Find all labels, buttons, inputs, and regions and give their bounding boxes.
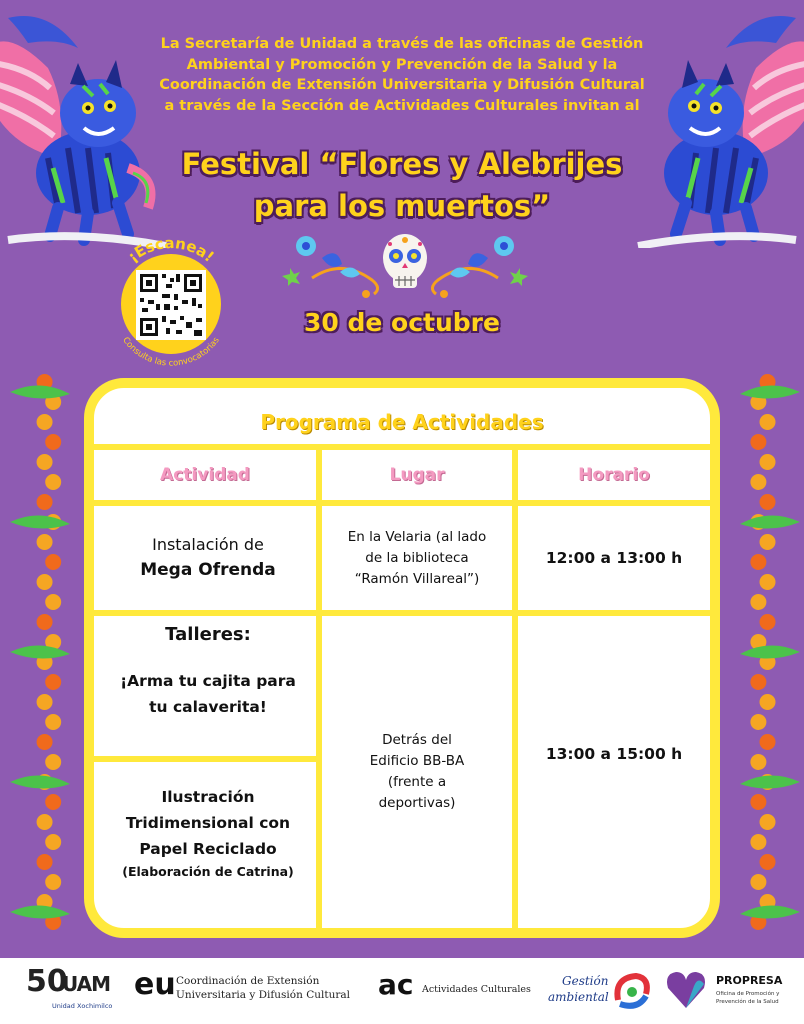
marigold-flower — [760, 534, 776, 550]
row1-place — [322, 506, 512, 610]
festival-title — [100, 143, 704, 227]
place-line: “Ramón Villareal”) — [354, 570, 480, 587]
marigold-flower — [750, 834, 766, 850]
uam-letters: UAM — [62, 972, 111, 996]
coord-line: Coordinación de Extensión — [176, 975, 320, 987]
garland-leaf — [10, 775, 70, 788]
marigold-flower — [37, 694, 53, 710]
marigold-garland-left-icon — [10, 372, 82, 942]
activity-line: Instalación de — [152, 535, 264, 554]
intro-line: Ambiental y Promoción y Prevención de la Salud y la — [186, 56, 618, 73]
propresa-logo — [664, 966, 804, 1016]
marigold-flower — [760, 454, 776, 470]
marigold-flower — [45, 474, 61, 490]
workshop-line: Ilustración — [161, 788, 255, 806]
row1-activity — [100, 506, 316, 610]
marigold-flower — [45, 674, 61, 690]
workshop-cell-1 — [100, 616, 316, 756]
gestion-line: ambiental — [548, 990, 609, 1004]
marigold-flower — [45, 714, 61, 730]
marigold-flower — [37, 614, 53, 630]
workshop-note: (Elaboración de Catrina) — [122, 864, 294, 879]
marigold-flower — [37, 494, 53, 510]
marigold-flower — [750, 674, 766, 690]
place-line: (frente a — [387, 774, 447, 790]
workshop-line: ¡Arma tu cajita para — [120, 672, 296, 690]
qr-bottom-text: Consulta las convocatorias — [120, 335, 222, 368]
intro-line: a través de la Sección de Actividades Culturales invitan al — [164, 97, 640, 114]
ac-logo — [378, 970, 538, 1010]
eu-mark: eu — [134, 967, 176, 1002]
column-header-place: Lugar — [389, 465, 445, 485]
eu-logo — [134, 968, 364, 1012]
marigold-flower — [37, 534, 53, 550]
marigold-flower — [37, 414, 53, 430]
garland-leaf — [740, 645, 800, 658]
place-line: deportivas) — [378, 795, 456, 811]
footer-logos — [0, 958, 804, 1024]
marigold-flower — [760, 734, 776, 750]
ac-mark: ac — [378, 968, 414, 1001]
marigold-flower — [45, 794, 61, 810]
marigold-flower — [750, 474, 766, 490]
propresa-line: Oficina de Promoción y — [716, 991, 780, 997]
uam-caption: Unidad Xochimilco — [52, 1002, 113, 1010]
row1-time: 12:00 a 13:00 h — [545, 549, 683, 567]
place-line: Detrás del — [382, 732, 452, 748]
marigold-garland-right-icon — [724, 372, 800, 942]
marigold-flower — [760, 494, 776, 510]
place-line: Edificio BB-BA — [369, 753, 465, 769]
marigold-flower — [750, 754, 766, 770]
marigold-flower — [750, 714, 766, 730]
qr-badge[interactable] — [96, 238, 246, 368]
activity-line: Mega Ofrenda — [140, 560, 276, 580]
marigold-flower — [45, 834, 61, 850]
program-title: Programa de Actividades — [260, 410, 544, 434]
marigold-flower — [45, 554, 61, 570]
workshop-line: tu calaverita! — [149, 698, 267, 716]
workshop-line: Papel Reciclado — [139, 840, 277, 858]
marigold-flower — [760, 814, 776, 830]
gestion-ambiental-logo — [548, 968, 652, 1016]
heart-icon — [664, 968, 708, 1012]
coord-line: Universitaria y Difusión Cultural — [176, 989, 350, 1001]
marigold-flower — [45, 594, 61, 610]
place-line: de la biblioteca — [365, 549, 469, 566]
marigold-flower — [45, 874, 61, 890]
garland-leaf — [10, 905, 70, 918]
marigold-flower — [45, 754, 61, 770]
marigold-flower — [750, 434, 766, 450]
garland-leaf — [740, 905, 800, 918]
marigold-flower — [750, 594, 766, 610]
intro-line: Coordinación de Extensión Universitaria y Difusión Cultural — [159, 77, 645, 93]
gestion-line: Gestión — [562, 974, 609, 988]
column-header-activity: Actividad — [160, 465, 250, 485]
qr-top-text: ¡Escanea! — [124, 238, 218, 266]
marigold-flower — [37, 734, 53, 750]
marigold-flower — [37, 574, 53, 590]
talleres-heading: Talleres: — [165, 624, 251, 645]
title-line: Festival “Flores y Alebrijes — [181, 147, 623, 181]
marigold-flower — [760, 854, 776, 870]
marigold-flower — [760, 574, 776, 590]
marigold-flower — [45, 434, 61, 450]
workshop-cell-2 — [100, 762, 316, 928]
marigold-flower — [750, 874, 766, 890]
marigold-flower — [760, 414, 776, 430]
marigold-flower — [37, 454, 53, 470]
workshop-line: Tridimensional con — [125, 814, 291, 832]
garland-leaf — [10, 645, 70, 658]
ac-text: Actividades Culturales — [422, 984, 531, 995]
table-divider — [94, 444, 710, 450]
qr-code-icon[interactable] — [96, 238, 246, 368]
event-date: 30 de octubre — [304, 308, 500, 337]
column-header-time: Horario — [578, 465, 650, 485]
sugar-skull-icon — [282, 228, 528, 304]
talleres-time: 13:00 a 15:00 h — [545, 745, 683, 763]
place-line: En la Velaria (al lado — [347, 528, 487, 545]
marigold-flower — [760, 614, 776, 630]
propresa-line: Prevención de la Salud — [716, 999, 779, 1005]
marigold-flower — [37, 814, 53, 830]
marigold-flower — [750, 794, 766, 810]
intro-text — [135, 34, 669, 116]
garland-leaf — [740, 385, 800, 398]
marigold-flower — [750, 554, 766, 570]
intro-line: La Secretaría de Unidad a través de las oficinas de Gestión — [160, 36, 644, 52]
propresa-title: PROPRESA — [716, 974, 783, 987]
uam-number: 50 — [26, 964, 68, 999]
garland-leaf — [10, 385, 70, 398]
garland-leaf — [740, 515, 800, 528]
uam-logo — [26, 966, 122, 1016]
marigold-flower — [760, 694, 776, 710]
marigold-flower — [37, 854, 53, 870]
title-line: para los muertos” — [253, 189, 551, 223]
talleres-place — [322, 616, 512, 928]
garland-leaf — [10, 515, 70, 528]
gestion-swirl-icon — [610, 970, 652, 1012]
garland-leaf — [740, 775, 800, 788]
